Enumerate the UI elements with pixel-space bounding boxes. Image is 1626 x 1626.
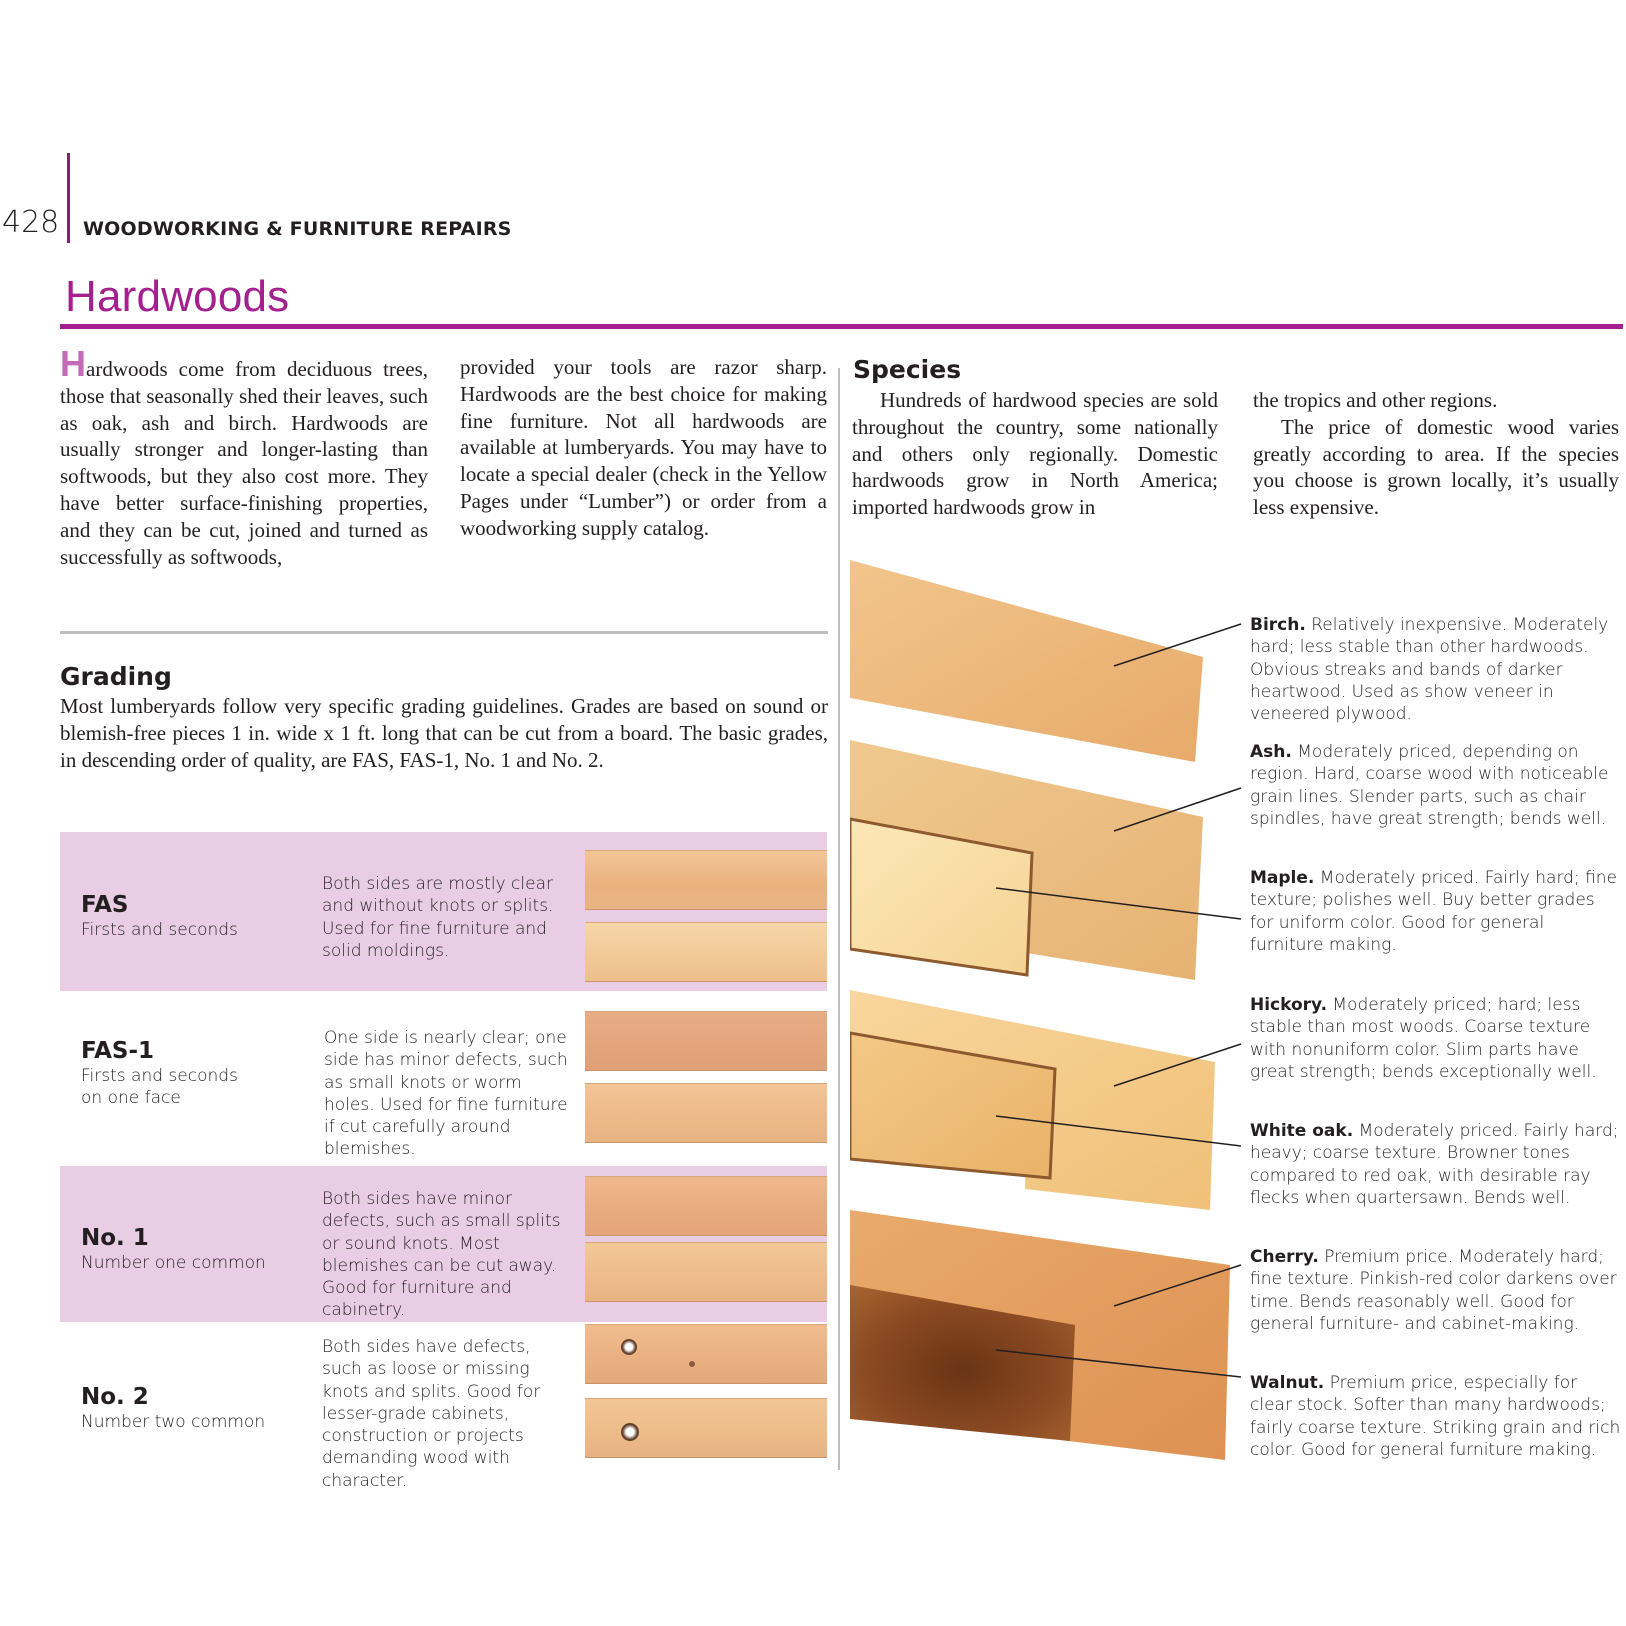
species-text-2b: The price of domestic wood varies greatly according to area. If the species you choose is grown locally, it’s usually less expensive. [1253, 414, 1619, 520]
species-caption-ash [1250, 741, 1622, 830]
intro-text-2: provided your tools are razor sharp. Hardwoods are the best choice for making fine furniture. Not all hardwoods are available at lumberyards. You may have to locate a special dealer (check in the Yellow Pages under “Lumber”) or order from a woodworking supply catalog. [460, 355, 827, 540]
species-description: Premium price. Moderately hard; fine texture. Pinkish-red color darkens over time. Bends reasonably well. Good for general furniture- and cabinet-making. [1250, 1247, 1617, 1334]
species-description: Relatively inexpensive. Moderately hard; less stable than other hardwoods. Obvious streaks and bands of darker heartwood. Used as show veneer in veneered plywood. [1250, 615, 1609, 725]
grade-name: No. 2 [81, 1384, 149, 1410]
species-name: Hickory. [1250, 995, 1328, 1015]
species-description: Moderately priced; hard; less stable than most woods. Coarse texture with nonuniform color. Slim parts have great strength; bends exceptionally well. [1250, 995, 1597, 1082]
grade-name: No. 1 [81, 1225, 149, 1251]
leader-line [1114, 1044, 1241, 1086]
species-name: Ash. [1250, 742, 1292, 762]
grading-heading: Grading [60, 662, 172, 691]
species-description: Moderately priced. Fairly hard; fine texture; polishes well. Buy better grades for uniform color. Good for general furniture making. [1250, 868, 1618, 955]
leader-line [1114, 1265, 1241, 1306]
species-text-2a: the tropics and other regions. [1253, 388, 1498, 412]
grade-name: FAS [81, 892, 129, 918]
grade-subtitle: Number two common [81, 1412, 266, 1432]
species-caption-hickory [1250, 994, 1622, 1083]
species-caption-maple [1250, 867, 1622, 956]
drop-cap: H [60, 343, 86, 384]
intro-text-1: ardwoods come from deciduous trees, those that seasonally shed their leaves, such as oak, ash and birch. Hardwoods are usually stronger and longer-lasting than softwoods, but they also cost more. They have better surface-finishing properties, and they can be cut, joined and turned as successfully as softwoods, [60, 357, 428, 569]
grade-subtitle: Number one common [81, 1253, 266, 1273]
species-name: Birch. [1250, 615, 1306, 635]
species-caption-white-oak [1250, 1120, 1622, 1209]
species-name: Walnut. [1250, 1373, 1325, 1393]
grade-description: Both sides have minor defects, such as small splits or sound knots. Most blemishes can be cut away. Good for furniture and cabinetry. [322, 1189, 561, 1321]
grade-subtitle: Firsts and seconds on one face [81, 1066, 238, 1108]
grade-description: Both sides are mostly clear and without knots or splits. Used for fine furniture and solid moldings. [322, 874, 554, 961]
species-description: Moderately priced, depending on region. Hard, coarse wood with noticeable grain lines. Slender parts, such as chair spindles, have great strength; bends well. [1250, 742, 1609, 829]
species-heading: Species [853, 355, 962, 384]
page-number: 428 [2, 205, 60, 240]
grade-subtitle: Firsts and seconds [81, 920, 238, 940]
species-caption-walnut [1250, 1372, 1622, 1461]
leader-line [996, 1350, 1241, 1377]
species-caption-birch [1250, 614, 1622, 725]
grade-description: One side is nearly clear; one side has minor defects, such as small knots or worm holes. Used for fine furniture if cut carefully around blemishes. [324, 1028, 568, 1160]
species-name: White oak. [1250, 1121, 1354, 1141]
leader-line [996, 888, 1241, 919]
grade-name: FAS-1 [81, 1038, 154, 1064]
grading-text: Most lumberyards follow very specific grading guidelines. Grades are based on sound or blemish-free pieces 1 in. wide x 1 ft. long that can be cut from a board. The basic grades, in descending order of quality, are FAS, FAS-1, No. 1 and No. 2. [60, 694, 828, 772]
species-name: Maple. [1250, 868, 1315, 888]
species-description: Moderately priced. Fairly hard; heavy; coarse texture. Browner tones compared to red oak, with desirable ray flecks when quartersawn. Bends well. [1250, 1121, 1619, 1208]
page-title: Hardwoods [65, 272, 290, 321]
species-caption-cherry [1250, 1246, 1622, 1335]
section-title: WOODWORKING & FURNITURE REPAIRS [83, 218, 512, 240]
species-text-1: Hundreds of hardwood species are sold throughout the country, some nationally and others only regionally. Domestic hardwoods grow in North America; imported hardwoods grow in [852, 388, 1218, 520]
species-name: Cherry. [1250, 1247, 1319, 1267]
leader-line [1114, 788, 1241, 831]
leader-line [1114, 624, 1241, 666]
leader-line [996, 1116, 1241, 1146]
grade-description: Both sides have defects, such as loose or missing knots and splits. Good for lesser-grade cabinets, construction or projects demanding wood with character. [322, 1337, 541, 1491]
species-description: Premium price, especially for clear stock. Softer than many hardwoods; fairly coarse texture. Striking grain and rich color. Good for general furniture making. [1250, 1373, 1621, 1460]
